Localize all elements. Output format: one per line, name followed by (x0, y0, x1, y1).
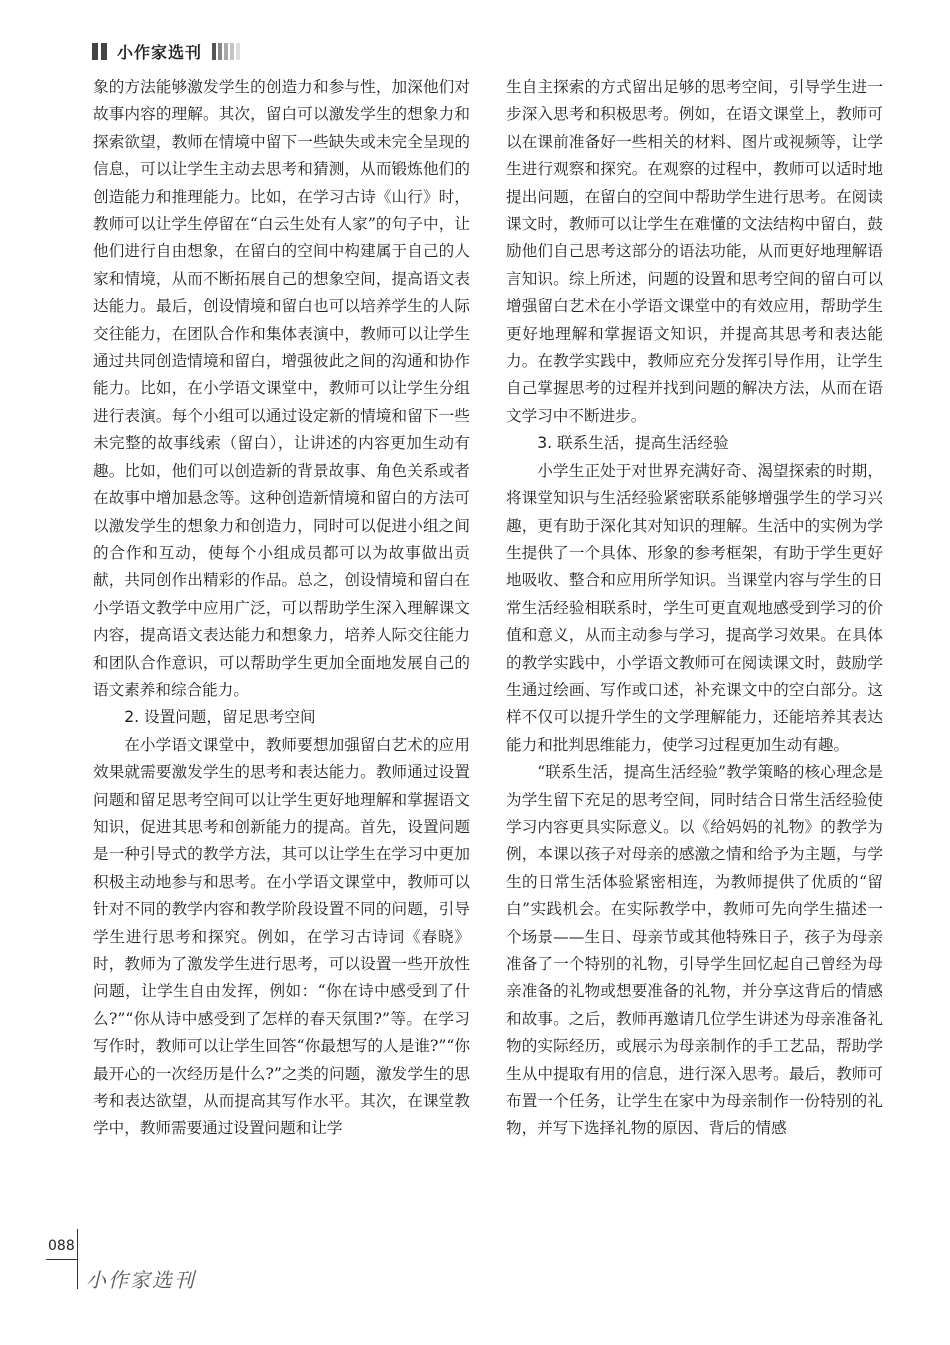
paragraph: “联系生活，提高生活经验”教学策略的核心理念是为学生留下充足的思考空间，同时结合日常生活经验使学习内容更具实际意义。以《给妈妈的礼物》的教学为例，本课以孩子对母亲的感激之情和给予为主题，与学生的日常生活体验紧密相连，为教师提供了优质的“留白”实践机会。在实际教学中，教师可先向学生描述一个场景——生日、母亲节或其他特殊日子，孩子为母亲准备了一个特别的礼物，引导学生回忆起自己曾经为母亲准备的礼物或想要准备的礼物，并分享这背后的情感和故事。之后，教师再邀请几位学生讲述为母亲准备礼物的实际经历，或展示为母亲制作的手工艺品，帮助学生从中提取有用的信息，进行深入思考。最后，教师可布置一个任务，让学生在家中为母亲制作一份特别的礼物，并写下选择礼物的原因、背后的情感 (506, 763, 883, 1138)
paragraph: 象的方法能够激发学生的创造力和参与性，加深他们对故事内容的理解。其次，留白可以激发学生的想象力和探索欲望，教师在情境中留下一些缺失或未完全呈现的信息，可以让学生主动去思考和猜测，从而锻炼他们的创造能力和推理能力。比如，在学习古诗《山行》时，教师可以让学生停留在“白云生处有人家”的句子中，让他们进行自由想象，在留白的空间中构建属于自己的人家和情境，从而不断拓展自己的想象空间，提高语文表达能力。最后，创设情境和留白也可以培养学生的人际交往能力，在团队合作和集体表演中，教师可以让学生通过共同创造情境和留白，增强彼此之间的沟通和协作能力。比如，在小学语文课堂中，教师可以让学生分组进行表演。每个小组可以通过设定新的情境和留下一些未完整的故事线索（留白），让讲述的内容更加生动有趣。比如，他们可以创造新的背景故事、角色关系或者在故事中增加悬念等。这种创造新情境和留白的方法可以激发学生的想象力和创造力，同时可以促进小组之间的合作和互动，使每个小组成员都可以为故事做出贡献，共同创作出精彩的作品。总之，创设情境和留白在小学语文教学中应用广泛，可以帮助学生深入理解课文内容，提高语文表达能力和想象力，培养人际交往能力和团队合作意识，可以帮助学生更加全面地发展自己的语文素养和综合能力。 (93, 78, 470, 699)
section-heading-2: 2. 设置问题，留足思考空间 (124, 708, 316, 727)
journal-title: 小作家选刊 (117, 42, 203, 62)
header-stripes-icon (212, 43, 240, 60)
paragraph: 在小学语文课堂中，教师要想加强留白艺术的应用效果就需要激发学生的思考和表达能力。教师通过设置问题和留足思考空间可以让学生更好地理解和掌握语文知识，促进其思考和创新能力的提高。首先，设置问题是一种引导式的教学方法，其可以让学生在学习中更加积极主动地参与和思考。在小学语文课堂中，教师可以针对不同的教学内容和教学阶段设置不同的问题，引导学生进行思考和探究。例如，在学习古诗词《春晓》时，教师为了激发学生进行思考，可以设置一些开放性问题，让学生自由发挥，例如：“你在诗中感受到了什么?”“你从诗中感受到了怎样的春天氛围?”等。在学习写作时，教师可以让学生回答“你最想写的人是谁?”“你最开心的一次经历是什么?”之类的问题，激发学生的思考和表达欲望，从而提高其写作水平。其次，在课堂教学中，教师需要通过设置问题和让学 (93, 735, 470, 1138)
section-heading-3: 3. 联系生活，提高生活经验 (537, 434, 729, 453)
paragraph: 小学生正处于对世界充满好奇、渴望探索的时期，将课堂知识与生活经验紧密联系能够增强学生的学习兴趣，更有助于深化其对知识的理解。生活中的实例为学生提供了一个具体、形象的参考框架，有助于学生更好地吸收、整合和应用所学知识。当课堂内容与学生的日常生活经验相联系时，学生可更直观地感受到学习的价值和意义，从而主动参与学习，提高学习效果。在具体的教学实践中，小学语文教师可在阅读课文时，鼓励学生通过绘画、写作或口述，补充课文中的空白部分。这样不仅可以提升学生的文学理解能力，还能培养其表达能力和批判思维能力，使学习过程更加生动有趣。 (506, 461, 883, 754)
left-column (93, 74, 470, 1143)
stripe-2 (218, 43, 222, 60)
stripe-1 (212, 43, 216, 60)
header-bars-icon (92, 43, 107, 60)
right-column (506, 74, 883, 1143)
journal-logo: 小作家选刊 (86, 1268, 196, 1292)
stripe-5 (236, 43, 240, 60)
page-number: 088 (48, 1238, 75, 1254)
footer-rule-horizontal (46, 1259, 78, 1260)
stripe-4 (230, 43, 234, 60)
paragraph: 生自主探索的方式留出足够的思考空间，引导学生进一步深入思考和积极思考。例如，在语文课堂上，教师可以在课前准备好一些相关的材料、图片或视频等，让学生进行观察和探究。在观察的过程中，教师可以适时地提出问题，在留白的空间中帮助学生进行思考。在阅读课文时，教师可以让学生在难懂的文法结构中留白，鼓励他们自己思考这部分的语法功能，从而更好地理解语言知识。综上所述，问题的设置和思考空间的留白可以增强留白艺术在小学语文课堂中的有效应用，帮助学生更好地理解和掌握语文知识，并提高其思考和表达能力。在教学实践中，教师应充分发挥引导作用，让学生自己掌握思考的过程并找到问题的解决方法，从而在语文学习中不断进步。 (506, 78, 883, 425)
running-header (92, 40, 240, 62)
stripe-3 (224, 43, 228, 60)
